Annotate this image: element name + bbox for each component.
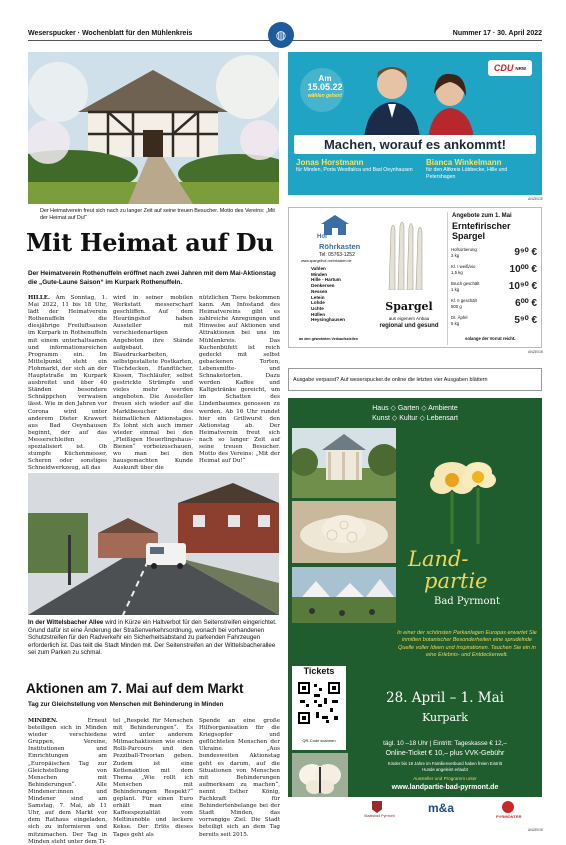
hof-offer-row [451,247,537,264]
photo2-caption [28,619,280,657]
article1-col1-text: Am Sonntag, 1. Mai 2022, 11 bis 18 Uhr, lädt der Heimatverein Rothenuffeln die diesjährige Freiluftsaison im Kurpark in Rothenuffeln mit einem unterhaltsamen und informationsreichen Programm ein. Im Mittelpunkt steht ein Flohmarkt, der sich an der Hauptstraße im Kurpark ausbreitet und über 40 Ständen besondere Schnäppchen verwaisen lässt. Wie in den Jahren vor Corona wird unter anderem Dieter Krawert aus Bad Oeynhausen beginnt, der auf das Messerschleifen spezialisiert ist. Ob stumpfe Küchenmesser, Scheren oder sonstiges Schneidwerkzeug, all das [28,295,108,472]
photo2-caption-bold: In der Wittelsbacher Allee [28,619,104,626]
offer-unit: 1 kg [451,286,460,292]
cdu-slogan: Machen, worauf es ankommt! [323,137,507,152]
photo2-caption-text: wird in Kürze ein Haltverbot für den Seitenstreifen eingerichtet. Grund dafür ist eine Änderung der Straßenverkehrsordnung, wonach bei vorhandenen Schutzstreifen für den Radverkehr ein Sicherheitsabstand zu parkenden Fahrzeugen erforderlich ist. Das teilt die Stadt Minden mit. Der Seitenstreifen an der Wittelsbacherallee sei zum Parken zu schmal. [28,619,277,657]
cdu-cand1-name: Jonas Horstmann [296,158,364,167]
article2-col1-text: Erneut beteiligen sich in Minden wieder verschiedene Gruppen, Vereine, Institutionen und Einrichtungen am „Europäischen Tag zur Gleichstellung von Menschen mit Behinderungen“. Alle Mindener:innen und Mindener sind am Samstag, 7. Mai, ab 11 Uhr, auf dem Markt vor dem Rathaus eingeladen, sich zu informieren und mitzumachen. Der Tag in Minden steht unter dem Ti- [28,718,107,845]
cdu-logo-sub: NRW [515,65,527,71]
article1-col3: nützlichen Tiere bekommen kann. Am Infostand des Heimatvereins gibt es zahlreiche Anregungen und Hinweise auf Aktionen und Attraktionen bei uns im Mühlenkreis. Das Kuchenbüfett ist reich gedeckt mit selbst gebackenen Torten, Lebensmitte- und Schnaketorten. Dazu werden Kaffee und Kaltgetränke gereicht, um im Schatten des Lindenbaumes genossen zu werden. Ab 16 Uhr rundet hier ein Grillwurst den Aktionstag ab. Der Heimatverein freut sich nach so langer Zeit auf seine treuen Besucher. Motto des Vereins: „Mit der Heimat auf Du!“ [199,295,280,465]
hof-offer-note: solange der Vorrat reicht. [465,336,516,341]
article1-dateline: HILLE. [28,295,50,301]
cdu-ad-credit: ANZEIGE [528,197,544,201]
offer-price: 9⁹⁰ € [514,247,537,258]
landpartie-tag1: Haus ◇ Garten ◇ Ambiente [372,405,458,412]
header-left: Weserspucker · Wochenblatt für den Mühlenkreis [28,29,193,37]
offer-name: Hofsortierung [451,247,477,252]
article1-col1 [28,295,107,472]
article2-dateline: MINDEN. [28,718,58,724]
landpartie-online: Online-Ticket € 10,– plus VVK-Gebühr [385,750,505,757]
offer-unit: 500 g [451,303,462,309]
cdu-candidate2 [426,158,538,180]
lace-hat-photo-icon [292,501,396,563]
hof-location: Heysinghausen [311,317,345,323]
landpartie-place: Kurpark [422,711,468,724]
hof-web: www.spargelhof-roehrkasten.de [301,259,352,263]
hof-phone: Tel: 05763-1252 [319,252,355,258]
daffodil-icon [422,452,502,544]
hof-name: Röhrkasten [319,242,361,251]
sponsor-pyrmonter-icon [502,801,514,813]
hof-location: Uchte [311,305,324,311]
cdu-logo [488,60,532,76]
hof-location: Hüllen [311,311,326,317]
sponsor-pyrmonter: PYRMONTER [496,814,522,819]
heimatverein-photo [28,52,279,204]
cdu-cand2-region: für den Altkreis Lübbecke, Hille und Petershagen [426,167,508,180]
article1-lead: Der Heimatverein Rothenuffeln eröffnet nach zwei Jahren mit dem Mai-Aktionstag die „Gute-Laune Saison“ im Kurpark Rothenuffeln. [28,270,276,287]
hof-ad[interactable] [288,207,542,348]
hof-location: Letein [311,294,325,300]
hof-offer-row [451,315,537,332]
hof-location: Minden [311,271,328,277]
offer-unit: 5 kg [451,320,460,326]
header-right: Nummer 17 · 30. April 2022 [452,29,542,37]
landpartie-tickets-label: Tickets [303,666,335,676]
cdu-logo-text: CDU [493,63,514,73]
article1-title: Mit Heimat auf Du [26,228,274,257]
sponsor-ma: m&a [428,801,455,815]
cdu-date-line3: wählen gehen! [307,93,343,99]
offer-price: 10⁹⁰ € [508,281,537,292]
cdu-cand2-name: Bianca Winkelmann [426,158,502,167]
online-notice[interactable] [288,368,542,391]
cdu-slogan-bar [294,135,536,154]
article2-subtitle: Tag zur Gleichstellung von Menschen mit Behinderung in Minden [28,701,224,708]
landpartie-tag2: Kunst ◇ Kultur ◇ Lebensart [372,415,458,422]
candidates-portrait-icon [358,58,478,138]
offer-name: Dt. Äpfel [451,315,468,320]
landpartie-url[interactable]: www.landpartie-bad-pyrmont.de [391,784,499,791]
hof-locations [311,266,345,323]
landpartie-desc: In einer der schönsten Parkanlagen Europas erwartet Sie inmitten botanischer Besonderheiten eine sprudelnde Quelle voller Ideen und Inspirationen. Tauchen Sie ein in eine Erlebnis- und Entdeckerwelt. [397,630,537,659]
farmhouse-icon [319,214,351,236]
street-scene-icon [28,473,279,615]
cdu-ad[interactable] [288,52,542,195]
hof-location: Denkersen [311,283,335,289]
hof-spargel-sub2: regional und gesund [379,323,439,329]
hof-label: Hof [317,234,327,240]
asparagus-icon [381,218,431,290]
hof-offer-row [451,281,537,298]
article2-col3: Spende an eine große Hilfsorganisation für die Kriegsopfer und geflüchteten Menschen der Ukraine. „Aus bundesweiten Aktionstag geht es darum, auf die Situationen von Menschen mit Behinderungen aufmerksam zu machen“, nennt Esther König, Fachkraft für Behindertenbelange bei der Stadt Minden, das vorrangige Ziel. Die Stadt beteiligt sich an dem Tag bereits seit 2015. [199,718,280,838]
hof-location: Nessen [311,288,328,294]
offer-name: Bruch geschält [451,281,480,286]
landpartie-dates: 28. April – 1. Mai [386,690,504,706]
butterfly-icon [292,753,348,803]
sponsor-staatsbad: Staatsbad Pyrmont [364,814,395,818]
offer-price: 10⁰⁰ € [509,264,537,275]
pavilion-photo-icon [292,428,396,498]
qr-code-icon[interactable] [296,680,342,726]
cdu-date [296,74,354,101]
landpartie-dogs: Hunde angeleint erlaubt [422,767,468,772]
weserspucker-logo-icon: ◍ [268,22,294,48]
online-notice-text: Ausgabe verpasst? Auf weserspucker.de online die letzten vier Ausgaben blättern [293,376,488,383]
offer-unit: 1,5 kg [451,269,463,275]
landpartie-title2: partie [424,569,488,593]
hof-offer-row [451,264,537,281]
offer-price: 5⁹⁰ € [514,315,537,326]
hof-location: Vahlen [311,266,326,271]
hof-offer-row [451,298,537,315]
landpartie-title1: Land- [408,547,469,571]
offer-unit: 3 kg [451,252,460,258]
hof-locations-note: an den gewohnten Verkaufsstellen [299,337,358,341]
landpartie-title3: Bad Pyrmont [433,596,500,607]
cdu-date-line1: Am [318,74,332,83]
photo1-caption: Der Heimatverein freut sich nach zu langer Zeit auf seine treuen Besucher. Motto des Vereins: „Mit der Heimat auf Du!“ [40,208,275,221]
hof-location: Hille - Hartum [311,277,341,283]
landpartie-exhib: Aussteller und Programm unter [413,776,477,781]
offer-price: 6⁰⁰ € [515,298,537,309]
landpartie-qr-note: QR-Code scannen [302,738,336,743]
hof-spargel-title: Spargel [385,300,433,313]
offer-name: Kl. II geschält [451,298,477,303]
half-timbered-house-icon [28,52,279,204]
garden-fair-photo-icon [292,567,396,623]
landpartie-butterfly-photo [292,753,348,803]
landpartie-ad[interactable] [288,398,542,826]
article2-col2: tel „Respekt für Menschen mit Behinderungen“. Es wird unter anderem Mitmachaktionen wie einen Rolli-Parcours und den Pezziball-Treorian geben. Zudem ist eine Kettenaktion mit dem Thema „Wie rollt ich Menschen mit Behinderungen Respekt?“ geplant. Für einen Euro erhält man eine Kaffeespezialität vom Meltinsnoble und leckere Kekse. Der Erlös dieses Tages geht als [113,718,193,838]
article2-title: Aktionen am 7. Mai auf dem Markt [26,681,244,696]
article2-col1 [28,718,107,845]
article1-col2: wird in seiner mobilen Werkstatt messerscharf geschliffen. Auf dem Heuriingshof haben Aussteller mit verschiedenartigen Angeboten ihre Stände aufgebaut. Blaudruckarbeiten, selbstgestaltete Postkarten, Tischdecken, Handtücher, Kissen, Tischläufer, selbst gestrickte Strümpfe und vieles mehr werden angeboten. Die Aussteller freuen sich wieder auf die Marktbesucher des heimatlichen Aktionstages. Es lohnt sich auch immer wieder einmal bei den „Fleißigen Heuerlingshaus-Bienen“ vorbeizuschauen, wo man bei den hausgemachten Kunde Auskunft über die [113,295,193,472]
landpartie-kids: Kinder bis 18 Jahre im Familienverbund haben freien Eintritt [387,761,503,766]
offer-name: Kl. I weiß/vio [451,264,476,269]
landpartie-ad-credit: ANZEIGE [528,828,544,832]
hof-location: Lohde [311,300,325,306]
hof-offer-title2: Spargel [452,231,486,241]
landpartie-hours: tägl. 10 –18 Uhr | Eintritt: Tageskasse € 12,– [383,740,507,747]
hof-offer-list [451,247,537,332]
cdu-date-line2: 15.05.22 [307,82,343,92]
street-photo [28,473,279,615]
cdu-candidate1 [296,158,416,174]
hof-offer-title1: Ernteﬁrischer [452,221,511,231]
cdu-cand1-region: für Minden, Porta Westfalica und Bad Oeynhausen [296,167,413,173]
hof-offer-head: Angebote zum 1. Mai [452,213,512,219]
hof-spargel-sub1: aus eigenem Anbau [388,316,430,321]
hof-ad-credit: ANZEIGE [528,350,544,354]
